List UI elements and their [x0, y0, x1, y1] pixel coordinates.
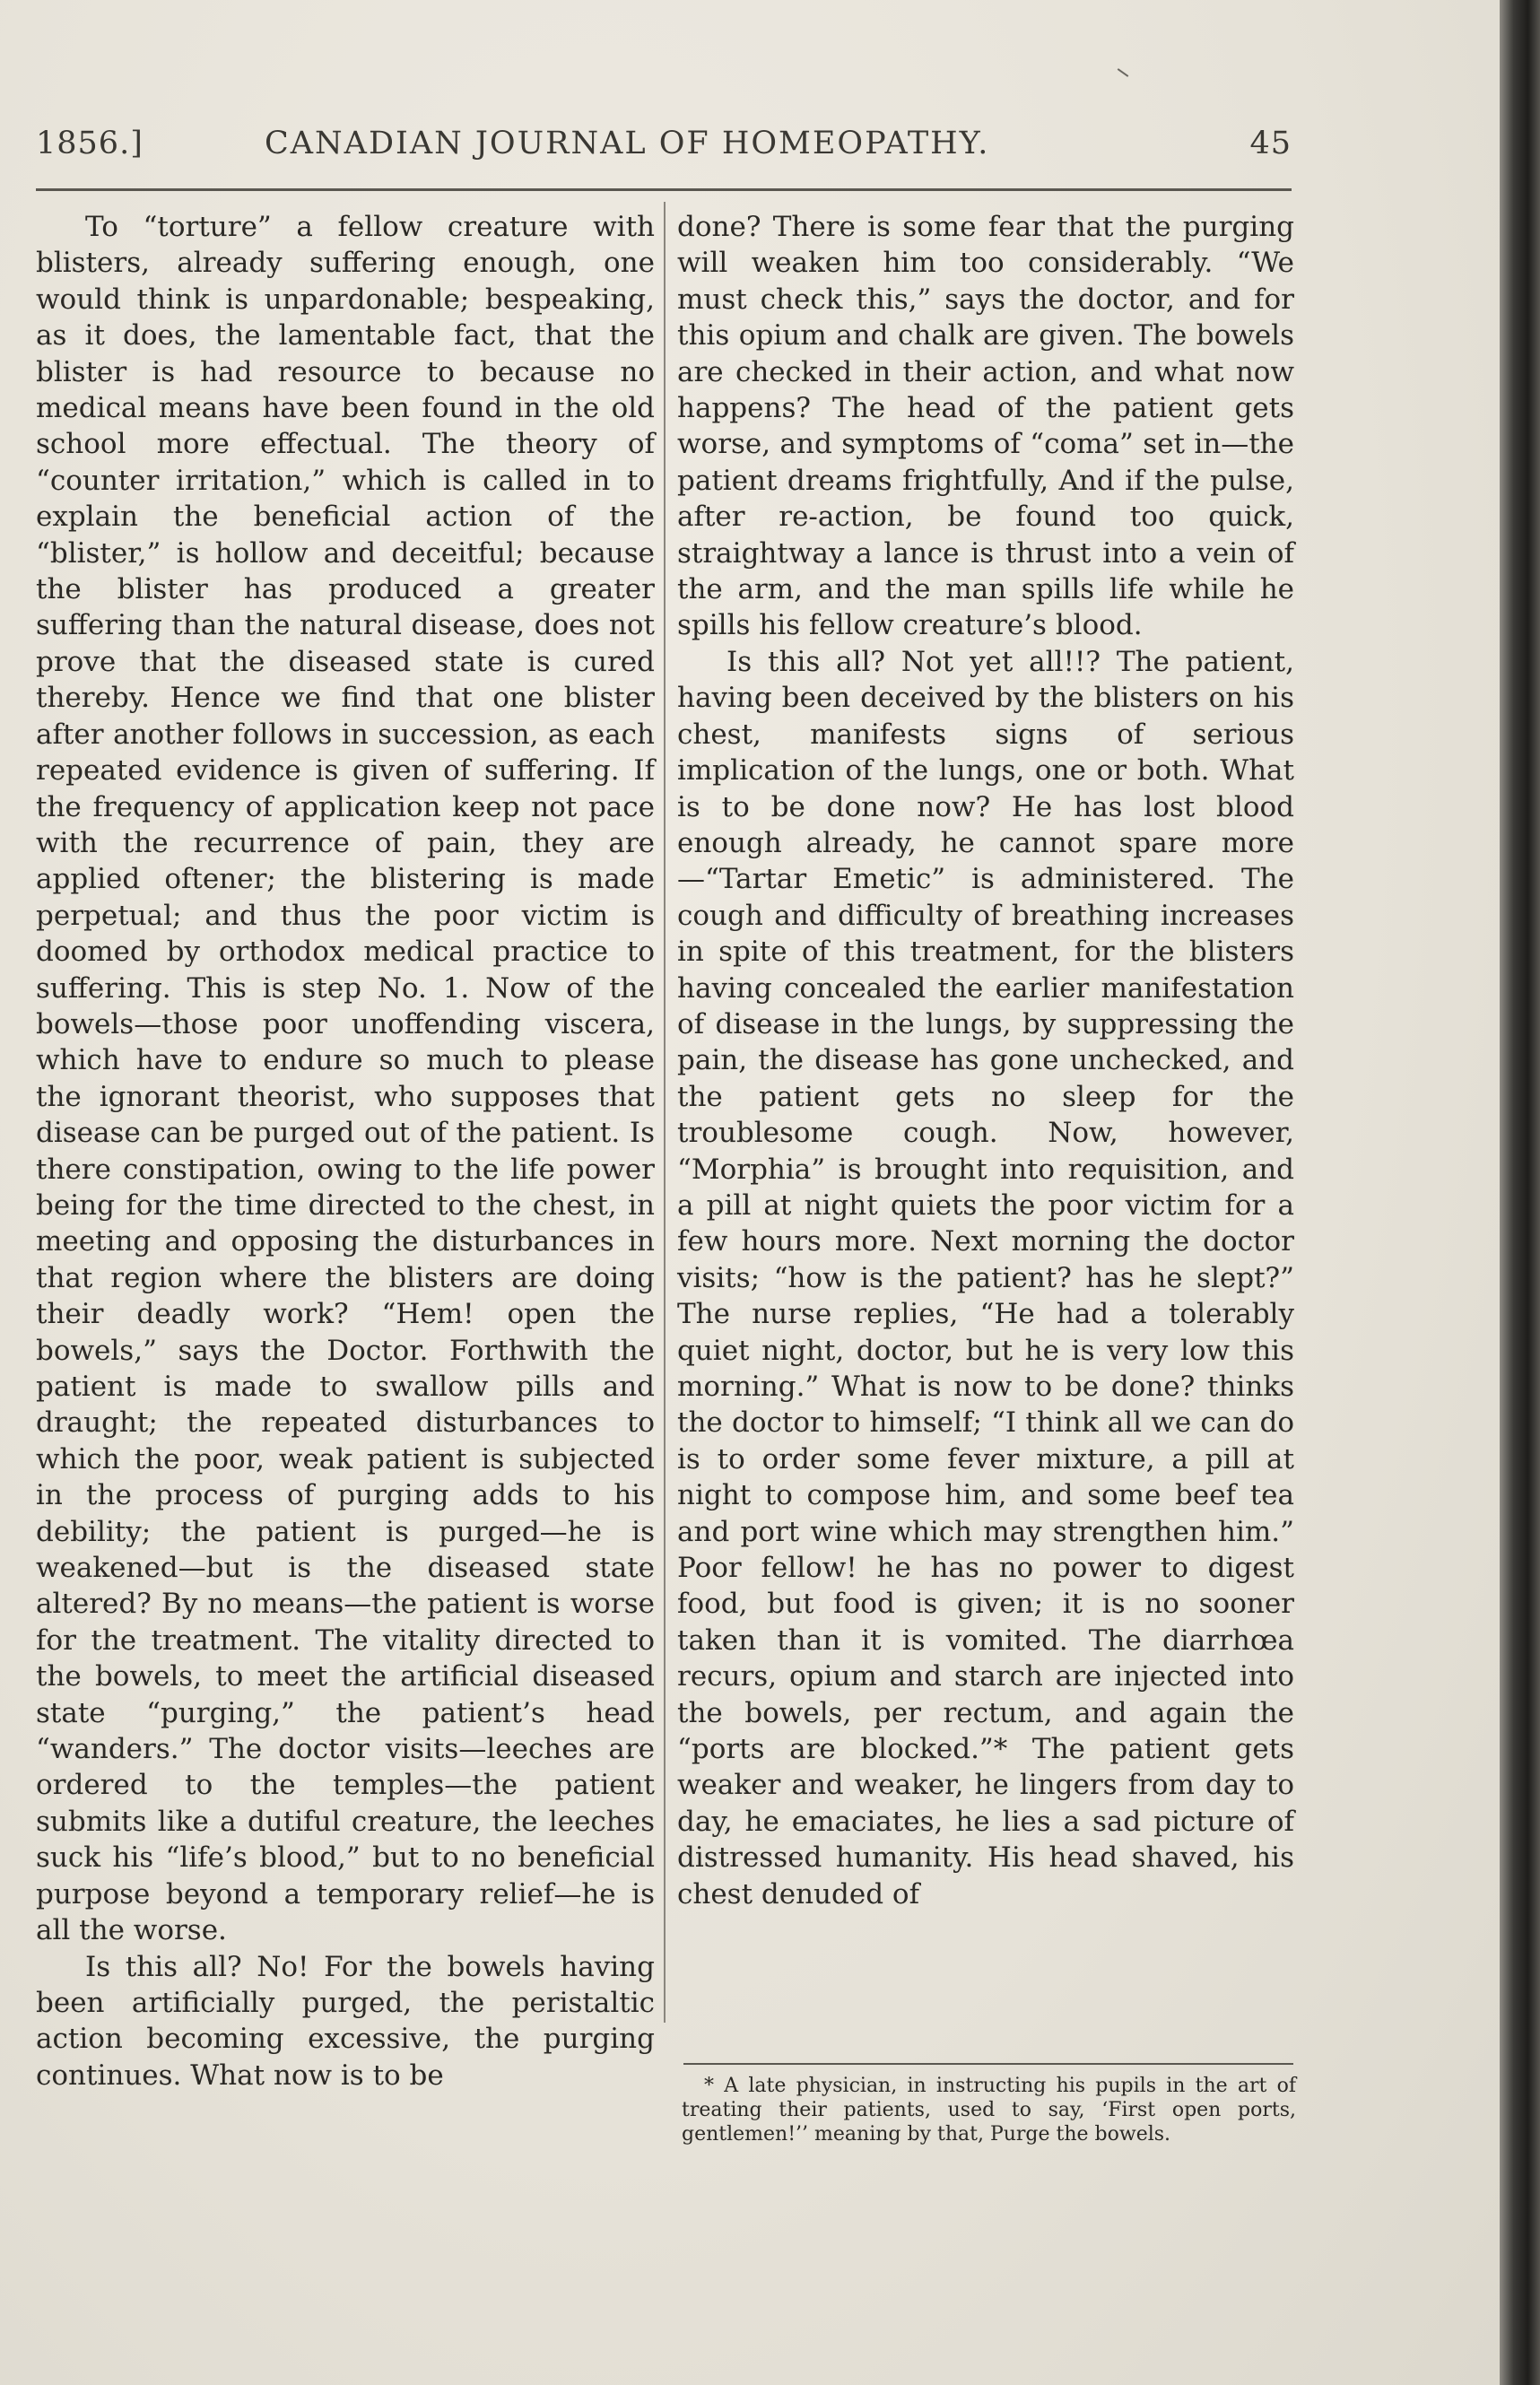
page-number: 45 [1249, 126, 1292, 161]
left-paragraph-2: Is this all? No! For the bowels having been artificially purged, the peristaltic action becoming excessive, the purging continues. What now is to be [36, 1950, 655, 2092]
footnote-rule [683, 2063, 1293, 2065]
right-column [677, 209, 1294, 1912]
running-header [36, 126, 1292, 170]
header-year: 1856.] [36, 126, 144, 161]
header-rule [36, 188, 1292, 191]
left-column [36, 209, 655, 2093]
scan-mark [1118, 68, 1129, 77]
right-paragraph-1: done? There is some fear that the purging will weaken him too considerably. “We must check this,” says the doctor, and for this opium and chalk are given. The bowels are checked in their action, and what now happens? The head of the patient gets worse, and symptoms of “coma” set in—the patient dreams frightfully, And if the pulse, after re-action, be found too quick, straightway a lance is thrust into a vein of the arm, and the man spills life while he spills his fellow creature’s blood. [677, 211, 1294, 642]
right-paragraph-2: Is this all? Not yet all!!? The patient, having been deceived by the blisters on his chest, manifests signs of serious implication of the lungs, one or both. What is to be done now? He has lost blood enough already, he cannot spare more—“Tartar Emetic” is administered. The cough and difficulty of breathing increases in spite of this treatment, for the blisters having concealed the earlier manifestation of disease in the lungs, by suppressing the pain, the disease has gone unchecked, and the patient gets no sleep for the troublesome cough. Now, however, “Morphia” is brought into requisition, and a pill at night quiets the poor victim for a few hours more. Next morning the doctor visits; “how is the patient? has he slept?” The nurse replies, “He had a tolerably quiet night, doctor, but he is very low this morning.” What is now to be done? thinks the doctor to himself; “I think all we can do is to order some fever mixture, a pill at night to compose him, and some beef tea and port wine which may strengthen him.” Poor fellow! he has no power to digest food, but food is given; it is no sooner taken than it is vomited. The diarrhœa recurs, opium and starch are injected into the bowels, per rectum, and again the “ports are blocked.”* The patient gets weaker and weaker, he lingers from day to day, he emaciates, he lies a sad picture of distressed humanity. His head shaved, his chest denuded of [677, 645, 1294, 1911]
book-spine [1500, 0, 1540, 2385]
column-divider [664, 202, 666, 2023]
left-paragraph-1: To “torture” a fellow creature with blisters, already suffering enough, one would think is unpardonable; bespeaking, as it does, the lamentable fact, that the blister is had resource to because no medical means have been found in the old school more effectual. The theory of “counter irritation,” which is called in to explain the beneficial action of the “blister,” is hollow and deceitful; because the blister has produced a greater suffering than the natural disease, does not prove that the diseased state is cured thereby. Hence we find that one blister after another follows in succession, as each repeated evidence is given of suffering. If the frequency of application keep not pace with the recurrence of pain, they are applied oftener; the blistering is made perpetual; and thus the poor victim is doomed by orthodox medical practice to suffering. This is step No. 1. Now of the bowels—those poor unoffending viscera, which have to endure so much to please the ignorant theorist, who supposes that disease can be purged out of the patient. Is there constipation, owing to the life power being for the time directed to the chest, in meeting and opposing the disturbances in that region where the blisters are doing their deadly work? “Hem! open the bowels,” says the Doctor. Forthwith the patient is made to swallow pills and draught; the repeated disturbances to which the poor, weak patient is subjected in the process of purging adds to his debility; the patient is purged—he is weakened—but is the diseased state altered? By no means—the patient is worse for the treatment. The vitality directed to the bowels, to meet the artificial diseased state “purging,” the patient’s head “wanders.” The doctor visits—leeches are ordered to the temples—the patient submits like a dutiful creature, the leeches suck his “life’s blood,” but to no beneficial purpose beyond a temporary relief—he is all the worse. [36, 211, 655, 1947]
journal-title: CANADIAN JOURNAL OF HOMEOPATHY. [265, 126, 990, 161]
footnote [682, 2074, 1296, 2146]
footnote-text: * A late physician, in instructing his pupils in the art of treating their patients, used to say, ‘First open ports, gentlemen!’’ meaning by that, Purge the bowels. [682, 2075, 1296, 2146]
